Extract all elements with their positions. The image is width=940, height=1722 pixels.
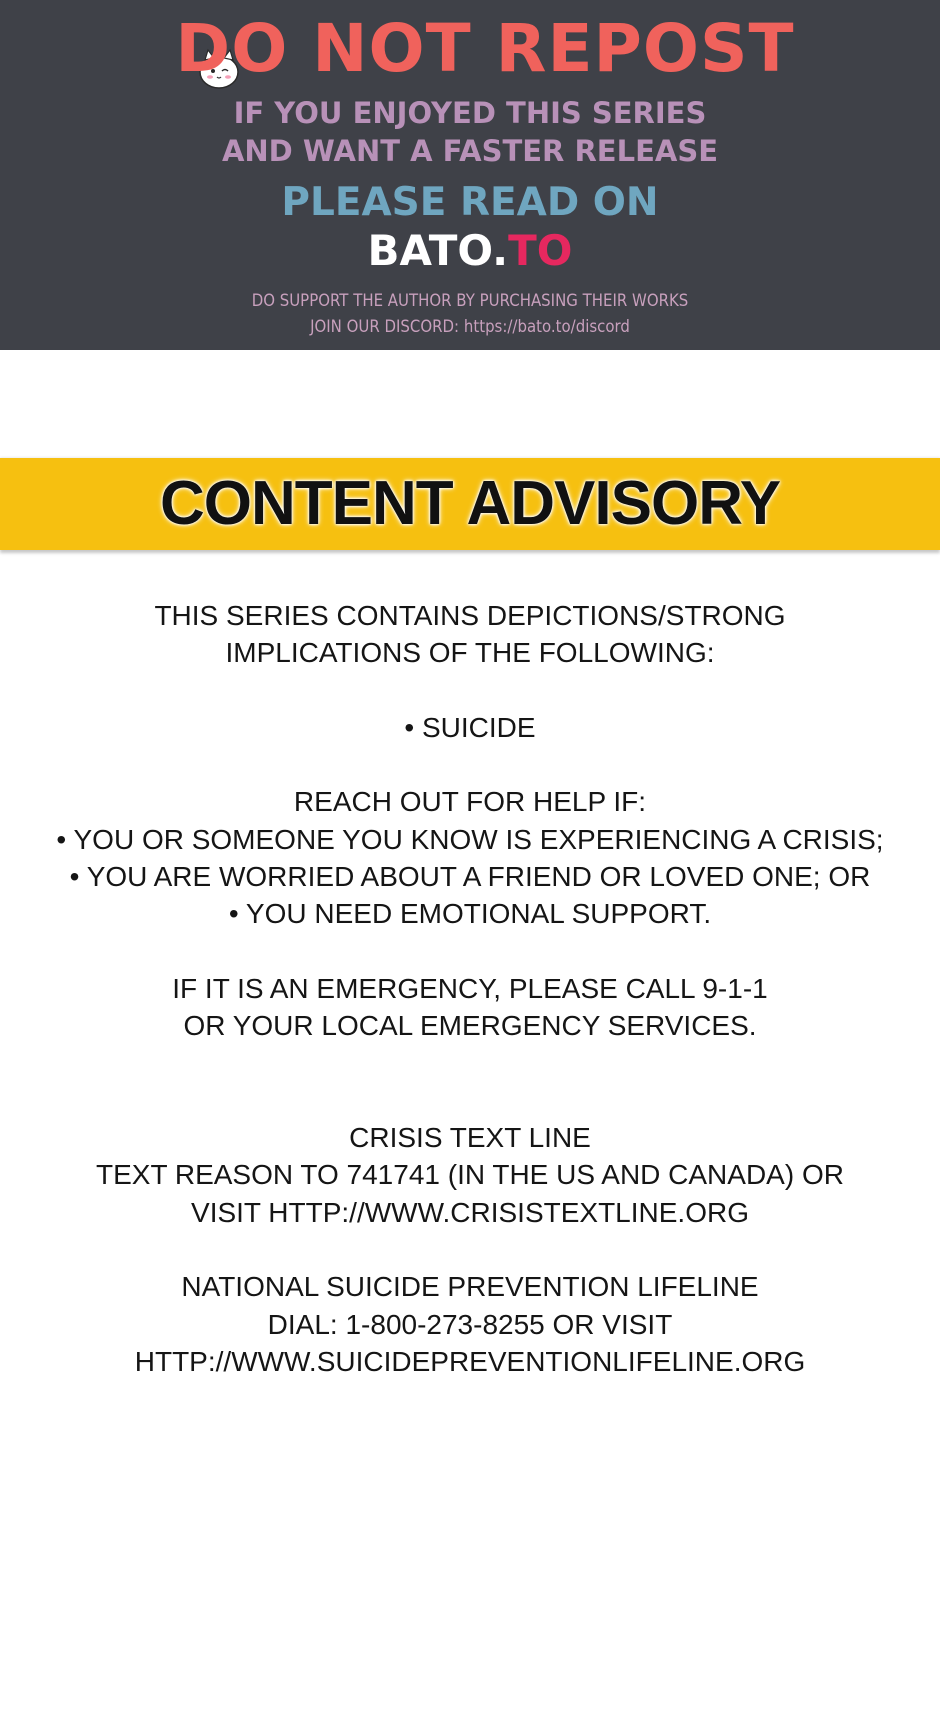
support-notice (56, 288, 883, 340)
advisory-line: VISIT HTTP://WWW.CRISISTEXTLINE.ORG (191, 1196, 749, 1228)
do-not-repost-title: DO NOT REPOST (175, 10, 795, 87)
advisory-line: IMPLICATIONS OF THE FOLLOWING: (225, 637, 715, 669)
site-name-part-2: TO (508, 226, 573, 275)
advisory-line (0, 1082, 940, 1119)
advisory-line: THIS SERIES CONTAINS DEPICTIONS/STRONG (154, 600, 786, 631)
advisory-line: • YOU OR SOMEONE YOU KNOW IS EXPERIENCING A CRISIS; (56, 823, 884, 855)
enjoyed-line-2: AND WANT A FASTER RELEASE (221, 134, 719, 168)
advisory-line: IF IT IS AN EMERGENCY, PLEASE CALL 9-1-1 (172, 972, 768, 1004)
repost-warning-banner (0, 0, 940, 350)
enjoyed-line-1: IF YOU ENJOYED THIS SERIES (233, 96, 707, 130)
discord-link: JOIN OUR DISCORD: https://bato.to/discord (310, 317, 630, 337)
content-advisory-header (0, 458, 940, 550)
advisory-line (0, 672, 940, 709)
support-author-line: DO SUPPORT THE AUTHOR BY PURCHASING THEIR WORKS (251, 291, 689, 311)
advisory-line (0, 1045, 940, 1082)
advisory-body (0, 597, 940, 1380)
advisory-line: OR YOUR LOCAL EMERGENCY SERVICES. (183, 1010, 757, 1042)
advisory-line (0, 1231, 940, 1268)
site-name-part-1: BATO. (367, 226, 509, 275)
advisory-line: • YOU NEED EMOTIONAL SUPPORT. (228, 898, 712, 930)
site-name (0, 224, 940, 278)
advisory-line: REACH OUT FOR HELP IF: (293, 786, 647, 818)
advisory-line: CRISIS TEXT LINE (349, 1122, 591, 1154)
content-advisory-title: CONTENT ADVISORY (159, 469, 781, 538)
advisory-line: TEXT REASON TO 741741 (IN THE US AND CANADA) OR (96, 1159, 844, 1191)
advisory-line: HTTP://WWW.SUICIDEPREVENTIONLIFELINE.ORG (134, 1345, 806, 1377)
advisory-line: • YOU ARE WORRIED ABOUT A FRIEND OR LOVED ONE; OR (69, 861, 871, 893)
faster-release-notice (0, 94, 940, 170)
advisory-line: DIAL: 1-800-273-8255 OR VISIT (267, 1308, 673, 1340)
advisory-line: NATIONAL SUICIDE PREVENTION LIFELINE (181, 1271, 759, 1303)
advisory-line (0, 746, 940, 783)
please-read-on: PLEASE READ ON (281, 180, 659, 225)
advisory-line (0, 933, 940, 970)
advisory-line: • SUICIDE (404, 711, 536, 743)
